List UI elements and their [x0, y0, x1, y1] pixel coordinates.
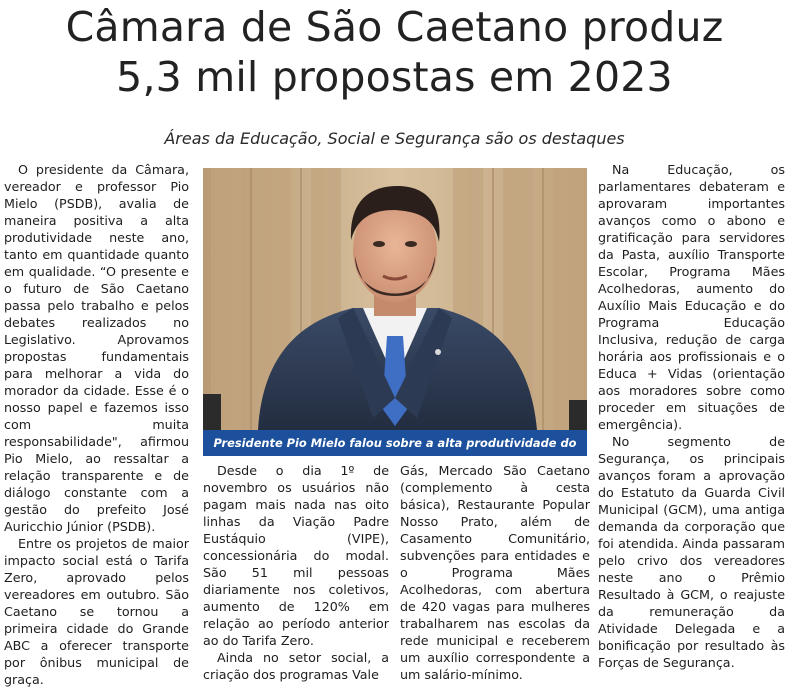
- subtitle: Áreas da Educação, Social e Segurança são os destaques: [164, 129, 625, 148]
- headline-line-2: 5,3 mil propostas em 2023: [116, 53, 673, 101]
- headline: [0, 2, 789, 102]
- text-column-1: [4, 161, 189, 687]
- text-column-4: [598, 161, 785, 671]
- paragraph: Desde o dia 1º de novembro os usuários não pagam mais nada nas oito linhas da Viação Padre Eustáquio (VIPE), concessionária do modal. São 51 mil pessoas diariamente nos coletivos, aumento de 120% em relação ao período anterior ao do Tarifa Zero.: [203, 463, 389, 648]
- paragraph: Entre os projetos de maior impacto social está o Tarifa Zero, aprovado pelos vereadores em outubro. São Caetano se tornou a primeira cidade do Grande ABC a oferecer transporte por ônibus municipal de graça.: [4, 536, 189, 687]
- portrait-image: [203, 168, 587, 456]
- paragraph: Na Educação, os parlamentares debateram e aprovaram importantes avanços como o abono e gratificação para servidores da Pasta, auxílio Transporte Escolar, Programa Mães Acolhedoras, aumento do Auxílio Mais Educação e do Programa Educação Inclusiva, redução de carga horária aos profissionais e o Educa + Vidas (orientação aos moradores sobre como proceder em situações de emergência).: [598, 162, 785, 432]
- paragraph: Gás, Mercado São Caetano (complemento à cesta básica), Restaurante Popular Nosso Prato, além de Casamento Comunitário, subvenções para entidades e o Programa Mães Acolhedoras, com abertura de 420 vagas para mulheres trabalharem nas escolas da rede municipal e receberem um auxílio correspondente a um salário-mínimo.: [400, 463, 590, 682]
- paragraph: No segmento de Segurança, os principais avanços foram a aprovação do Estatuto da Guarda Civil Municipal (GCM), uma antiga demanda da corporação que foi atendida. Ainda passaram pelo crivo dos vereadores neste ano o Prêmio Resultado à GCM, o reajuste da remuneração da Atividade Delegada e a bonificação por resultado às Forças de Segurança.: [598, 434, 785, 670]
- photo-caption: Presidente Pio Mielo falou sobre a alta produtividade do: [203, 430, 587, 456]
- text-column-3: [400, 462, 590, 683]
- text-column-2: [203, 462, 389, 683]
- headline-line-1: Câmara de São Caetano produz: [65, 3, 724, 51]
- paragraph: Ainda no setor social, a criação dos programas Vale: [203, 650, 389, 682]
- article-photo: [203, 168, 587, 456]
- paragraph: O presidente da Câmara, vereador e professor Pio Mielo (PSDB), avalia de maneira positiva a alta produtividade neste ano, tanto em quantidade quanto em qualidade. “O presente e o futuro de São Caetano passa pelo trabalho e pelos debates realizados no Legislativo. Aprovamos propostas fundamentais para melhorar a vida do morador da cidade. Esse é o nosso papel e fazemos isso com muita responsabilidade", afirmou Pio Mielo, ao ressaltar a relação transparente e de diálogo constante com a gestão do prefeito José Auricchio Júnior (PSDB).: [4, 162, 189, 534]
